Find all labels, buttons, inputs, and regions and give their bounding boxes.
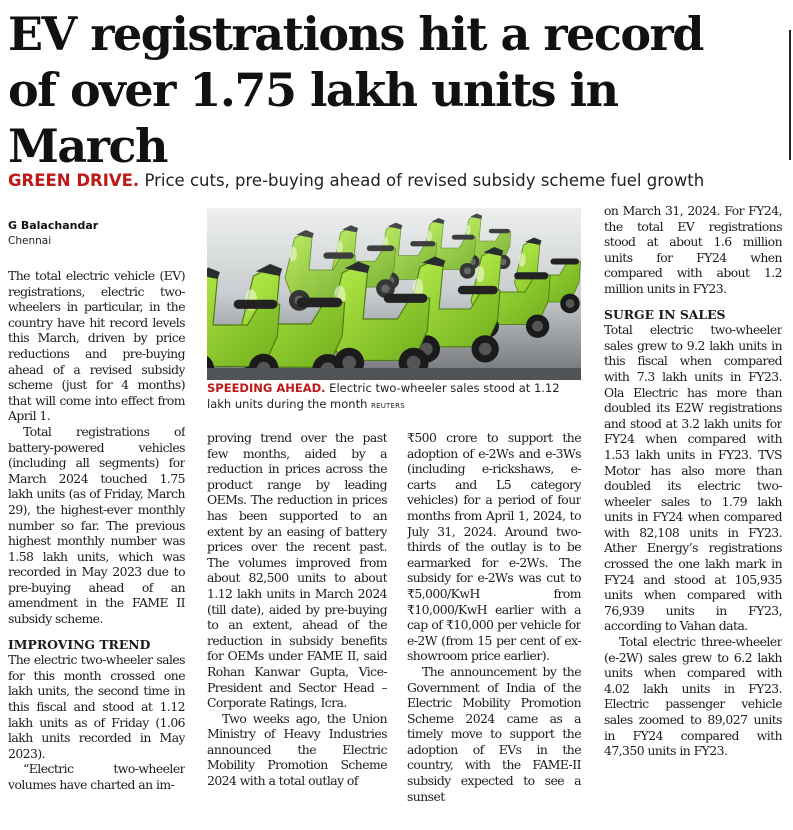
byline: G Balachandar xyxy=(8,219,99,232)
paragraph: “Electric two-wheeler volumes have charted an im- xyxy=(8,761,185,792)
paragraph: Total electric two-wheeler sales grew to 9.2 lakh units in this fiscal when compared with 7.3 lakh units in FY23. Ola Electric has more than doubled its E2W registrations and stood at 3.2 lakh units for FY24 when compared with 1.53 lakh units in FY23. TVS Motor has also more than doubled its electric two-wheeler sales to 1.79 lakh units in FY24 when compared with 82,108 units in FY23. Ather Energy’s registrations crossed the one lakh mark in FY24 and stood at 105,935 units when compared with 76,939 units in FY23, according to Vahan data. xyxy=(604,322,782,634)
paragraph: Two weeks ago, the Union Ministry of Heavy Industries announced the Electric Mobility Promotion Scheme 2024 with a total outlay of xyxy=(207,710,387,789)
deck xyxy=(8,171,788,191)
article-column-3 xyxy=(407,430,581,830)
paragraph: ₹500 crore to support the adoption of e-2Ws and e-3Ws (including e-rickshaws, e-carts and L5 category vehicles) for a period of four months from April 1, 2024, to July 31, 2024. Around two-thirds of the outlay is to be earmarked for e-2Ws. The subsidy for e-2Ws was cut to ₹5,000/KwH from ₹10,000/KwH earlier with a cap of ₹10,000 per vehicle for e-2W (from 15 per cent of ex-showroom price earlier). xyxy=(407,430,581,664)
paragraph: on March 31, 2024. For FY24, the total EV registrations stood at about 1.6 million units for FY24 when compared with about 1.2 million units in FY23. xyxy=(604,203,782,296)
column-rule xyxy=(789,30,791,160)
dateline: Chennai xyxy=(8,235,52,247)
paragraph: proving trend over the past few months, aided by a reduction in prices across the product range by leading OEMs. The reduction in prices has been supported to an extent by an easing of battery prices over the recent past. The volumes improved from about 82,500 units to about 1.12 lakh units in March 2024 (till date), aided by pre-buying to an extent, ahead of the reduction in subsidy benefits for OEMs under FAME II, said Rohan Kanwar Gupta, Vice-President and Sector Head – Corporate Ratings, Icra. xyxy=(207,430,387,711)
paragraph: Total registrations of battery-powered vehicles (including all segments) for March 2024 touched 1.75 lakh units (as of Friday, March 29), the highest-ever monthly number so far. The previous highest monthly number was 1.58 lakh units, which was recorded in May 2023 due to pre-buying ahead of an amendment in the FAME II subsidy scheme. xyxy=(8,423,185,627)
headline xyxy=(8,6,788,174)
photo-credit: REUTERS xyxy=(371,401,405,410)
photo-caption xyxy=(207,381,581,414)
photo-electric-scooters xyxy=(207,208,581,380)
paragraph: Total electric three-wheeler (e-2W) sales grew to 6.2 lakh units when compared with 4.02 lakh units in FY23. Electric passenger vehicle sales zoomed to 89,027 units in FY24 compared with 47,350 units in FY23. xyxy=(604,634,782,759)
paragraph: The electric two-wheeler sales for this month crossed one lakh units, the second time in this fiscal and stood at 1.12 lakh units as of Friday (1.06 lakh units recorded in May 2023). xyxy=(8,652,185,761)
article-column-2 xyxy=(207,430,387,830)
deck-text: Price cuts, pre-buying ahead of revised subsidy scheme fuel growth xyxy=(144,171,705,190)
headline-line-2: of over 1.75 lakh units in March xyxy=(8,63,618,173)
article-column-4 xyxy=(604,203,782,830)
paragraph: The total electric vehicle (EV) registrations, electric two-wheelers in particular, in the country have hit record levels this March, driven by price reductions and pre-buying ahead of a revised subsidy scheme (just for 4 months) that will come into effect from April 1. xyxy=(8,268,185,424)
paragraph: The announcement by the Government of India of the Electric Mobility Promotion Scheme 2024 came as a timely move to support the adoption of EVs in the country, with the FAME-II subsidy expected to see a sunset xyxy=(407,663,581,804)
headline-line-1: EV registrations hit a record xyxy=(8,7,703,61)
scooters-illustration xyxy=(207,208,581,380)
article-column-1 xyxy=(8,268,185,830)
caption-text: Electric two-wheeler sales stood at 1.12 lakh units during the month xyxy=(207,381,560,411)
deck-kicker: GREEN DRIVE. xyxy=(8,171,140,190)
caption-kicker: SPEEDING AHEAD. xyxy=(207,381,326,395)
subhead-surge-in-sales: SURGE IN SALES xyxy=(604,306,726,322)
subhead-improving-trend: IMPROVING TREND xyxy=(8,636,151,652)
